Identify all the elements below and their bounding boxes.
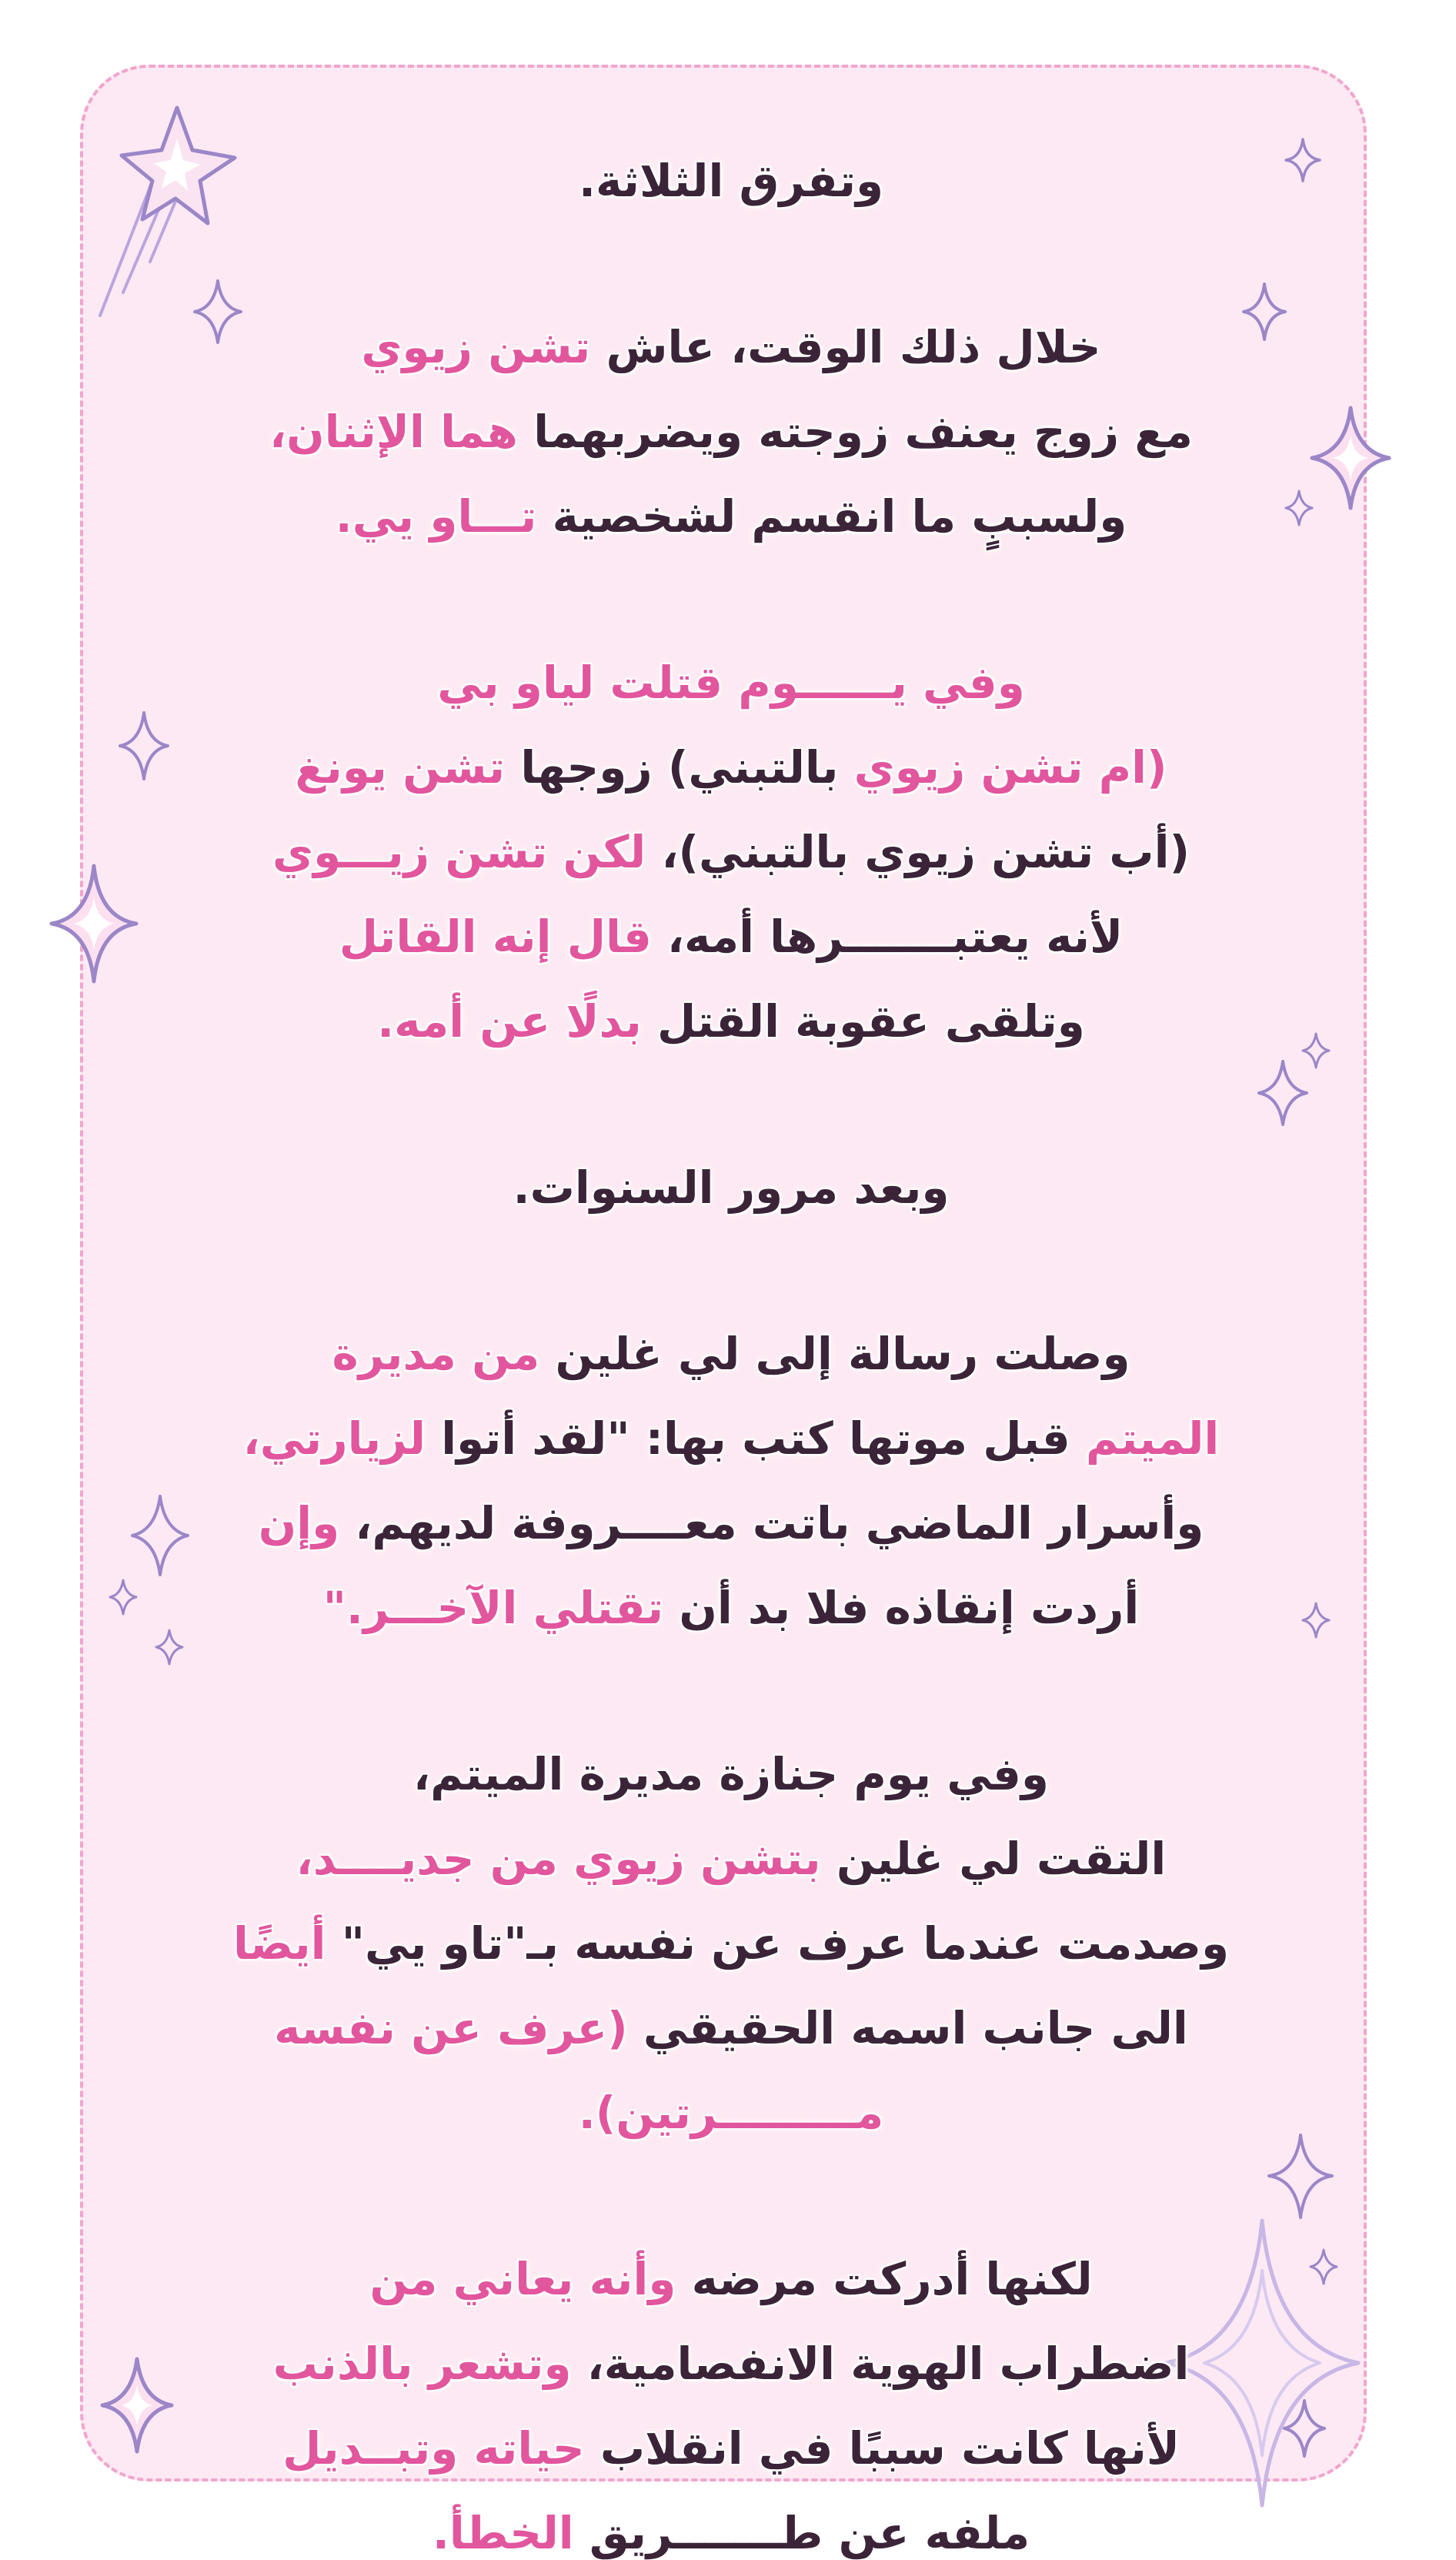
body-text: أردت إنقاذه فلا بد أن bbox=[663, 1582, 1140, 1634]
highlighted-text: وتشعر بالذنب bbox=[272, 2338, 572, 2390]
highlighted-text: وإن bbox=[258, 1497, 340, 1549]
highlighted-text: الخطأ. bbox=[432, 2507, 574, 2559]
body-text: مع زوج يعنف زوجته ويضربهما bbox=[518, 406, 1193, 458]
highlighted-text: تشن يونغ bbox=[295, 741, 506, 794]
story-paragraph bbox=[146, 1312, 1316, 1650]
story-text bbox=[146, 139, 1316, 2560]
body-text: بالتبني) زوجها bbox=[505, 741, 839, 794]
body-text: وفي يوم جنازة مديرة الميتم، bbox=[413, 1748, 1049, 1800]
highlighted-text: قال إنه القاتل bbox=[339, 911, 652, 963]
story-line bbox=[146, 1816, 1316, 1901]
story-line bbox=[146, 640, 1316, 725]
story-line bbox=[146, 389, 1316, 474]
story-line bbox=[146, 1145, 1316, 1230]
highlighted-text: بتشن زيوي من جديــــد، bbox=[296, 1833, 821, 1885]
story-line bbox=[146, 2237, 1316, 2321]
body-text: قبل موتها كتب بها: "لقد أتوا bbox=[426, 1412, 1070, 1465]
highlighted-text: (عرف عن نفسه bbox=[274, 2002, 628, 2054]
highlighted-text: بدلًا عن أمه. bbox=[377, 995, 642, 1048]
highlighted-text: الميتم bbox=[1070, 1412, 1220, 1465]
body-text: ولسببٍ ما انقسم لشخصية bbox=[536, 490, 1127, 543]
body-text: وصلت رسالة إلى لي غلين bbox=[539, 1328, 1130, 1380]
story-paragraph bbox=[146, 640, 1316, 1064]
highlighted-text: من مديرة bbox=[332, 1328, 540, 1380]
body-text: التقت لي غلين bbox=[820, 1833, 1167, 1885]
story-line bbox=[146, 1986, 1316, 2070]
body-text: وأسرار الماضي باتت معــــروفة لديهم، bbox=[339, 1497, 1204, 1549]
story-paragraph bbox=[146, 2237, 1316, 2560]
body-text: لأنه يعتبـــــــرها أمه، bbox=[651, 911, 1124, 963]
highlighted-text: لزيارتي، bbox=[242, 1412, 426, 1465]
body-text: لأنها كانت سببًا في انقلاب bbox=[584, 2422, 1180, 2475]
body-text: ملفه عن طـــــــريق bbox=[573, 2507, 1030, 2559]
body-text: (أب تشن زيوي بالتبني)، bbox=[646, 826, 1190, 878]
story-line bbox=[146, 1312, 1316, 1396]
story-paragraph bbox=[146, 139, 1316, 223]
body-text: وتفرق الثلاثة. bbox=[578, 155, 884, 207]
highlighted-text: أيضًا bbox=[232, 1917, 326, 1970]
highlighted-text: تشن زيوي bbox=[361, 321, 591, 373]
story-line bbox=[146, 1481, 1316, 1566]
story-line bbox=[146, 2070, 1316, 2155]
story-line bbox=[146, 139, 1316, 223]
story-line bbox=[146, 810, 1316, 894]
highlighted-text: حياته وتبــديل bbox=[282, 2422, 585, 2475]
body-text: وصدمت عندما عرف عن نفسه بـ"تاو يي" bbox=[326, 1917, 1230, 1970]
story-line bbox=[146, 979, 1316, 1064]
highlighted-text: مـــــــــرتين). bbox=[578, 2087, 884, 2139]
story-line bbox=[146, 1901, 1316, 1986]
body-text: الى جانب اسمه الحقيقي bbox=[627, 2002, 1188, 2054]
story-line bbox=[146, 474, 1316, 559]
story-paragraph bbox=[146, 1732, 1316, 2155]
highlighted-text: لكن تشن زيـــوي bbox=[272, 826, 646, 878]
highlighted-text: وفي يــــــوم bbox=[723, 657, 1025, 709]
story-line bbox=[146, 305, 1316, 389]
story-line bbox=[146, 894, 1316, 979]
body-text: خلال ذلك الوقت، عاش bbox=[590, 321, 1101, 373]
story-paragraph bbox=[146, 305, 1316, 559]
highlighted-text: (ام تشن زيوي bbox=[838, 741, 1167, 794]
body-text: لكنها أدركت مرضه bbox=[676, 2253, 1093, 2305]
highlighted-text: هما الإثنان، bbox=[269, 406, 519, 458]
sparkle-icon bbox=[48, 862, 140, 985]
story-line bbox=[146, 1732, 1316, 1816]
highlighted-text: وأنه يعاني من bbox=[369, 2253, 676, 2305]
story-line bbox=[146, 725, 1316, 810]
body-text: وبعد مرور السنوات. bbox=[513, 1161, 950, 1214]
highlighted-text: تـــاو يي. bbox=[335, 490, 537, 543]
story-line bbox=[146, 2491, 1316, 2560]
story-line bbox=[146, 1566, 1316, 1650]
story-paragraph bbox=[146, 1145, 1316, 1230]
body-text: وتلقى عقوبة القتل bbox=[641, 995, 1085, 1048]
story-line bbox=[146, 2321, 1316, 2406]
sparkle-icon bbox=[108, 1578, 139, 1616]
sparkle-icon bbox=[1308, 404, 1393, 512]
story-line bbox=[146, 2406, 1316, 2491]
body-text: اضطراب الهوية الانفصامية، bbox=[571, 2338, 1190, 2390]
highlighted-text: تقتلي الآخـــر." bbox=[322, 1582, 664, 1634]
highlighted-text: قتلت لياو بي bbox=[437, 657, 723, 709]
story-line bbox=[146, 1396, 1316, 1481]
